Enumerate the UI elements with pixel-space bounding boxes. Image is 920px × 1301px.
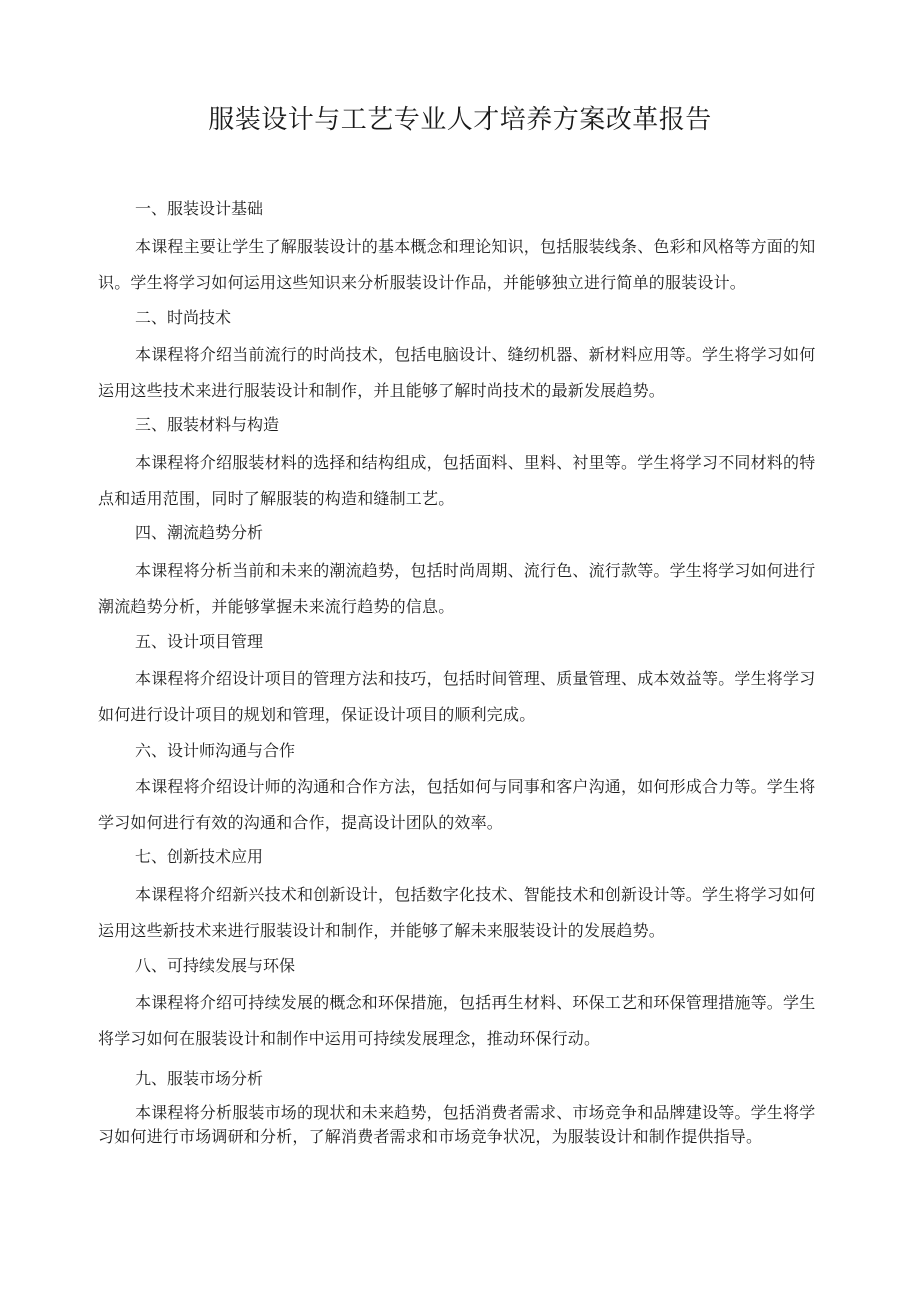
section-body: 本课程将介绍新兴技术和创新设计，包括数字化技术、智能技术和创新设计等。学生将学习如何运用这些新技术来进行服装设计和制作，并能够了解未来服装设计的发展趋势。	[98, 885, 816, 940]
section-heading: 二、时尚技术	[135, 308, 232, 327]
document-title: 服装设计与工艺专业人才培养方案改革报告	[208, 105, 712, 135]
section-body: 本课程将介绍可持续发展的概念和环保措施，包括再生材料、环保工艺和环保管理措施等。学生将学习如何在服装设计和制作中运用可持续发展理念，推动环保行动。	[98, 993, 816, 1048]
section-body: 本课程将介绍设计项目的管理方法和技巧，包括时间管理、质量管理、成本效益等。学生将学习如何进行设计项目的规划和管理，保证设计项目的顺利完成。	[98, 669, 816, 724]
section-body: 本课程主要让学生了解服装设计的基本概念和理论知识，包括服装线条、色彩和风格等方面的知识。学生将学习如何运用这些知识来分析服装设计作品，并能够独立进行简单的服装设计。	[98, 237, 816, 292]
section-heading: 四、潮流趋势分析	[135, 523, 264, 542]
section-body: 本课程将介绍设计师的沟通和合作方法，包括如何与同事和客户沟通，如何形成合力等。学生将学习如何进行有效的沟通和合作，提高设计团队的效率。	[98, 777, 816, 832]
section-heading: 九、服装市场分析	[135, 1069, 264, 1088]
section-heading: 六、设计师沟通与合作	[135, 741, 296, 760]
section-heading: 一、服装设计基础	[135, 199, 264, 218]
section-heading: 七、创新技术应用	[135, 847, 264, 866]
section-body: 本课程将介绍当前流行的时尚技术，包括电脑设计、缝纫机器、新材料应用等。学生将学习如何运用这些技术来进行服装设计和制作，并且能够了解时尚技术的最新发展趋势。	[98, 345, 816, 400]
section-heading: 八、可持续发展与环保	[135, 956, 296, 975]
section-heading: 五、设计项目管理	[135, 632, 264, 651]
section-body: 本课程将介绍服装材料的选择和结构组成，包括面料、里料、衬里等。学生将学习不同材料的特点和适用范围，同时了解服装的构造和缝制工艺。	[98, 453, 816, 508]
section-body: 本课程将分析当前和未来的潮流趋势，包括时尚周期、流行色、流行款等。学生将学习如何进行潮流趋势分析，并能够掌握未来流行趋势的信息。	[98, 561, 816, 616]
section-body: 本课程将分析服装市场的现状和未来趋势，包括消费者需求、市场竞争和品牌建设等。学生将学习如何进行市场调研和分析，了解消费者需求和市场竞争状况，为服装设计和制作提供指导。	[98, 1103, 816, 1146]
section-heading: 三、服装材料与构造	[135, 415, 280, 434]
